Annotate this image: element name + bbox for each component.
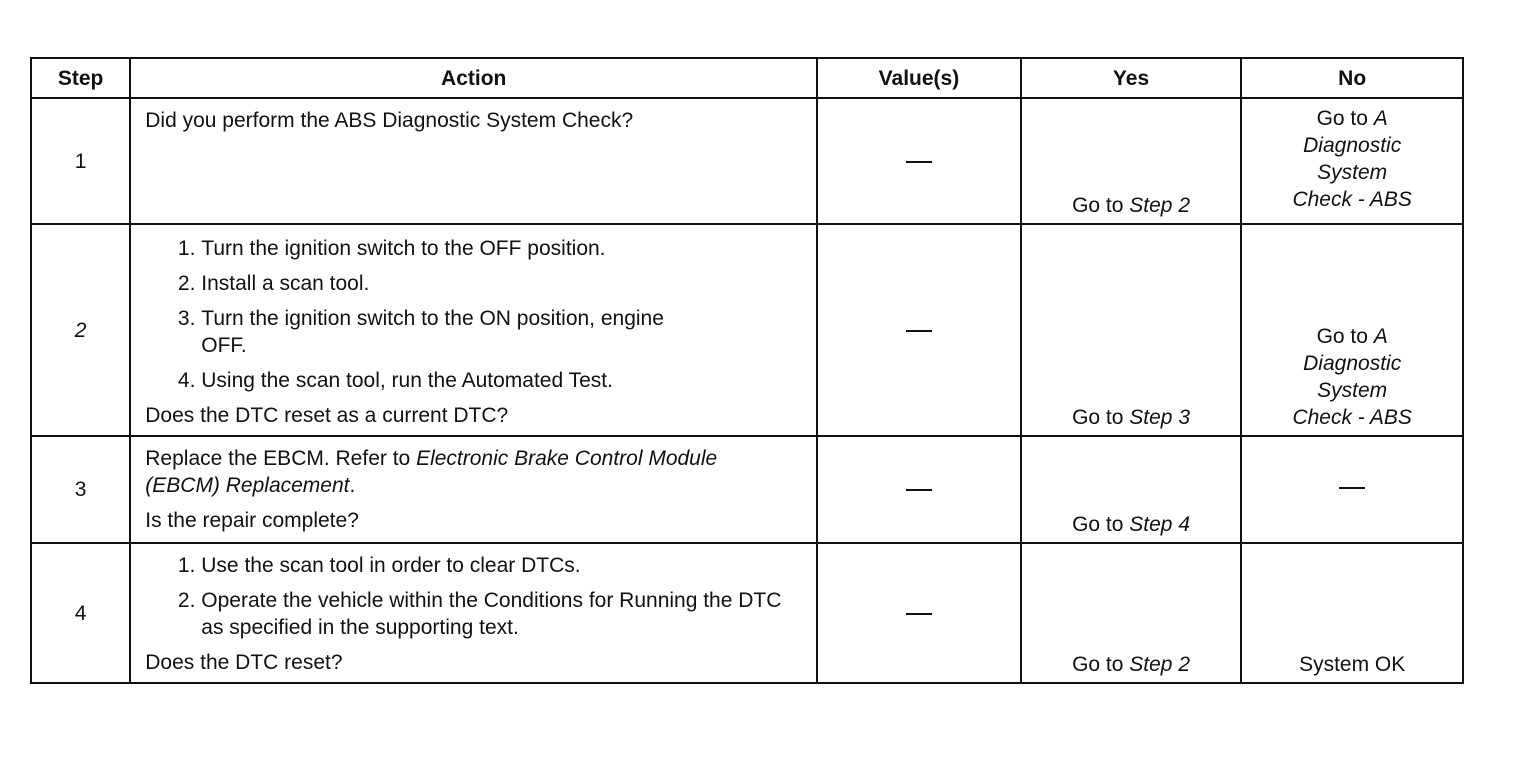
yes-link[interactable]: Step 2 xyxy=(1129,653,1190,676)
list-item: 4. Using the scan tool, run the Automated Test. xyxy=(201,367,804,394)
action-question: Is the repair complete? xyxy=(145,509,359,532)
no-link[interactable]: A xyxy=(1373,107,1388,130)
dash-mark xyxy=(1339,487,1365,489)
list-item: 1. Use the scan tool in order to clear DTCs. xyxy=(201,552,804,579)
action-cell xyxy=(130,98,817,224)
action-steps xyxy=(145,552,804,641)
value-cell xyxy=(817,543,1021,683)
table-row xyxy=(31,98,1463,224)
action-cell xyxy=(130,543,817,683)
table-row xyxy=(31,436,1463,543)
reference-link[interactable]: Electronic Brake Control Module (EBCM) Replacement xyxy=(145,447,718,497)
yes-cell: Go to Step 2 xyxy=(1021,543,1242,683)
no-link[interactable]: A xyxy=(1373,325,1388,348)
list-item: 3. Turn the ignition switch to the ON position, engine OFF. xyxy=(201,305,804,359)
step-number: 1 xyxy=(31,98,130,224)
value-cell xyxy=(817,224,1021,436)
no-cell: Go to A Diagnostic System Check - ABS xyxy=(1241,98,1463,224)
dash-mark xyxy=(906,613,932,615)
action-question: Did you perform the ABS Diagnostic System Check? xyxy=(145,109,634,132)
yes-link[interactable]: Step 4 xyxy=(1129,513,1190,536)
yes-cell: Go to Step 3 xyxy=(1021,224,1242,436)
table-row xyxy=(31,224,1463,436)
table-row xyxy=(31,543,1463,683)
yes-link[interactable]: Step 2 xyxy=(1129,194,1190,217)
action-cell xyxy=(130,224,817,436)
action-question: Does the DTC reset as a current DTC? xyxy=(145,404,509,427)
yes-link[interactable]: Step 3 xyxy=(1129,406,1190,429)
list-item: 1. Turn the ignition switch to the OFF position. xyxy=(201,235,804,262)
header-yes: Yes xyxy=(1021,58,1242,98)
no-cell: Go to A Diagnostic System Check - ABS xyxy=(1241,224,1463,436)
action-cell: Replace the EBCM. Refer to Electronic Brake Control Module (EBCM) Replacement. Is the repair complete? xyxy=(130,436,817,543)
action-question: Does the DTC reset? xyxy=(145,651,343,674)
header-row xyxy=(31,58,1463,98)
action-steps xyxy=(145,235,804,394)
dash-mark xyxy=(906,330,932,332)
list-item: 2. Operate the vehicle within the Conditions for Running the DTC as specified in the supporting text. xyxy=(201,587,804,641)
header-values: Value(s) xyxy=(817,58,1021,98)
header-step: Step xyxy=(31,58,130,98)
list-item: 2. Install a scan tool. xyxy=(201,270,804,297)
value-cell xyxy=(817,436,1021,543)
diagnostic-table xyxy=(30,57,1464,684)
no-cell xyxy=(1241,436,1463,543)
dash-mark xyxy=(906,489,932,491)
step-number: 2 xyxy=(31,224,130,436)
value-cell xyxy=(817,98,1021,224)
step-number: 3 xyxy=(31,436,130,543)
step-number: 4 xyxy=(31,543,130,683)
dash-mark xyxy=(906,161,932,163)
header-no: No xyxy=(1241,58,1463,98)
yes-cell: Go to Step 2 xyxy=(1021,98,1242,224)
no-cell: System OK xyxy=(1241,543,1463,683)
header-action: Action xyxy=(130,58,817,98)
yes-cell: Go to Step 4 xyxy=(1021,436,1242,543)
